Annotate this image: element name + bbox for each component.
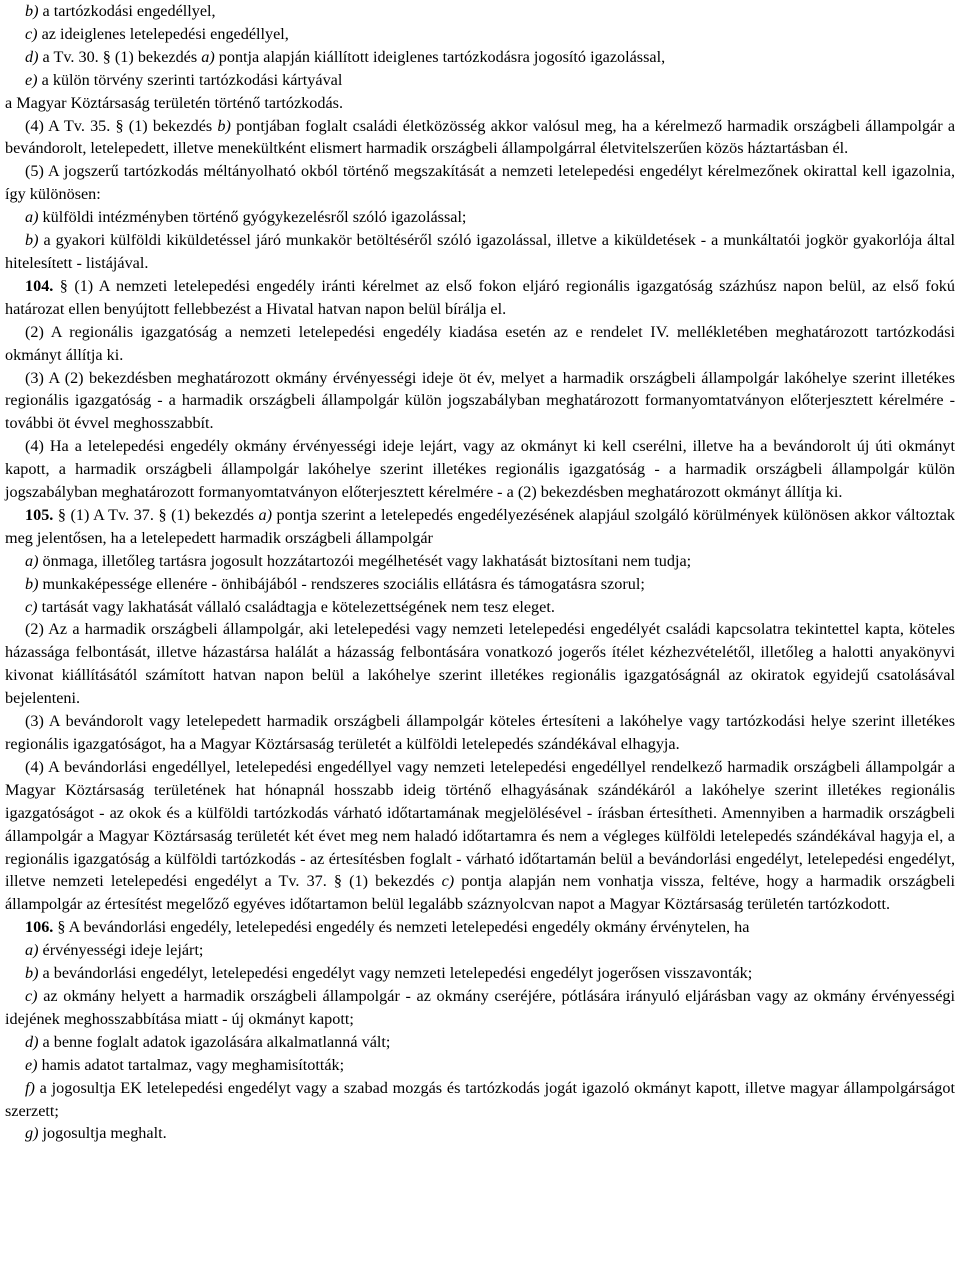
paragraph [5,916,955,939]
paragraph [5,92,955,115]
item-marker: e) [25,70,38,89]
paragraph [5,550,955,573]
item-marker: c) [25,597,38,616]
paragraph [5,229,955,275]
text-run: önmaga, illetőleg tartásra jogosult hozzátartozói megélhetését vagy lakhatását biztosítani nem tudja; [38,551,692,570]
item-marker: c) [25,986,38,1005]
text-run: (3) A bevándorolt vagy letelepedett harmadik országbeli állampolgár köteles értesíteni a lakóhelye vagy tartózkodási helye szerint illetékes regionális igazgatóságot, ha a Magyar Köztársaság területét a külföldi letelepedés szándékával elhagyja. [5,712,955,753]
text-run: § A bevándorlási engedély, letelepedési engedély és nemzeti letelepedési engedély okmány érvénytelen, ha [53,918,750,937]
item-marker: g) [25,1124,39,1143]
text-run: pontja szerint a letelepedés engedélyezésének alapjául szolgáló körülmények különösen akkor változtak meg jelentősen, ha a letelepedett harmadik országbeli állampolgár [5,505,955,547]
paragraph [5,435,955,504]
item-marker: d) [25,47,39,66]
section-number: 106. [25,918,54,937]
paragraph [5,573,955,596]
text-run: (4) A bevándorlási engedéllyel, letelepedési engedéllyel vagy nemzeti letelepedési engedéllyel rendelkező harmadik országbeli állampolgár a Magyar Köztársaság területének hat hónapnál hosszabb ideig történő elhagyásának szándékáról a lakóhelye szerint illetékes regionális igazgatóságot - az okok és a külföldi tartózkodás várható időtartamának megjelölésével - írásban értesítheti. Amennyiben a harmadik országbeli állampolgár a Magyar Köztársaság területét két évet meg nem haladó időtartamra és nem a végleges külföldi letelepedés szándékával hagyja el, a regionális igazgatóság a külföldi tartózkodás - az értesítésben foglalt - várható időtartamán belül a bevándorlási engedélyt, letelepedési engedélyt, illetve nemzeti letelepedési engedélyt a Tv. 37. § (1) bekezdés [5,757,955,891]
text-run: jogosultja meghalt. [38,1124,167,1143]
paragraph [5,504,955,550]
item-marker: b) [25,2,39,20]
paragraph [5,618,955,710]
text-run: az okmány helyett a harmadik országbeli állampolgár - az okmány cseréjére, pótlására irányuló eljárásban vagy az okmány érvényességi idejének meghosszabbítása miatt - új okmányt kapott; [5,986,955,1028]
item-marker: a) [258,505,272,524]
paragraph [5,596,955,619]
item-marker: a) [25,941,39,960]
paragraph [5,710,955,756]
paragraph [5,985,955,1031]
text-run: a gyakori külföldi kiküldetéssel járó munkakör betöltéséről szóló igazolással, illetve a kiküldetések - a munkáltatói jogkör gyakorlója által hitelesített - listájával. [5,231,955,272]
section-number: 104. [25,276,54,295]
text-run: külföldi intézményben történő gyógykezelésről szóló igazolással; [38,208,467,227]
paragraph [5,275,955,321]
text-run: § (1) A nemzeti letelepedési engedély iránti kérelmet az első fokon eljáró regionális igazgatóság százhúsz napon belül, az első fokú határozat ellen benyújtott fellebbezést a Hivatal hatvan napon belül bírálja el. [5,276,955,318]
item-marker: b) [25,964,39,983]
text-run: a benne foglalt adatok igazolására alkalmatlanná vált; [38,1032,391,1051]
paragraph [5,206,955,229]
text-run: hamis adatot tartalmaz, vagy meghamisították; [37,1055,345,1074]
text-run: (4) A Tv. 35. § (1) bekezdés [25,116,218,135]
item-marker: f) [25,1078,35,1097]
paragraph [5,367,955,436]
item-marker: c) [25,24,38,43]
text-run: (2) A regionális igazgatóság a nemzeti letelepedési engedély kiadása esetén az e rendelet IV. mellékletében meghatározott tartózkodási okmányt állítja ki. [5,322,955,364]
item-marker: b) [25,231,39,250]
paragraph [5,23,955,46]
item-marker: a) [25,208,39,227]
text-run: (4) Ha a letelepedési engedély okmány érvényességi ideje lejárt, vagy az okmányt ki kell cserélni, illetve ha a bevándorolt új úti okmányt kapott, a harmadik országbeli állampolgár lakóhelye szerint illetékes regionális igazgatóság - a harmadik országbeli állampolgár külön jogszabályban meghatározott formanyomtatványon előterjesztett kérelmére - a (2) bekezdésben meghatározott okmányt állítja ki. [5,437,955,502]
text-run: pontjában foglalt családi életközösség akkor valósul meg, ha a kérelmező harmadik országbeli állampolgár a bevándorolt, letelepedett, illetve menekültként elismert harmadik országbeli állampolgárral életvitelszerűen közös háztartásban él. [5,116,955,158]
item-marker: a) [25,551,39,570]
paragraph [5,962,955,985]
item-marker: b) [217,116,231,135]
text-run: a Tv. 30. § (1) bekezdés [38,47,202,66]
text-run: az ideiglenes letelepedési engedéllyel, [37,24,289,43]
text-run: (2) Az a harmadik országbeli állampolgár, aki letelepedési vagy nemzeti letelepedési engedélyét családi kapcsolatra tekintettel kapta, köteles házassága felbontását, illetve házastársa halálát a házasság felbontására vonatkozó jogerős ítélet kézhezvételétől, illetőleg a halotti anyakönyvi kivonat kiállításától számított hatvan napon belül a lakóhelye szerint illetékes regionális igazgatóságnál az okiratok egyidejű csatolásával bejelenteni. [5,620,955,708]
text-run: munkaképessége ellenére - önhibájából - rendszeres szociális ellátásra és támogatásra szorul; [38,574,645,593]
text-run: érvényességi ideje lejárt; [38,941,204,960]
paragraph [5,1054,955,1077]
text-run: § (1) A Tv. 37. § (1) bekezdés [53,505,259,524]
text-run: a Magyar Köztársaság területén történő tartózkodás. [5,93,344,112]
text-run: a jogosultja EK letelepedési engedélyt vagy a szabad mozgás és tartózkodás jogát igazoló okmányt kapott, illetve magyar állampolgárságot szerzett; [5,1078,955,1120]
section-number: 105. [25,505,54,524]
text-run: (3) A (2) bekezdésben meghatározott okmány érvényességi ideje öt év, melyet a harmadik országbeli állampolgár lakóhelye szerint illetékes regionális igazgatóság - a harmadik országbeli állampolgár külön jogszabályban meghatározott formanyomtatványon előterjesztett kérelmére - további öt évvel meghosszabbít. [5,368,955,433]
item-marker: e) [25,1055,38,1074]
paragraph [5,46,955,69]
item-marker: d) [25,1032,39,1051]
text-run: (5) A jogszerű tartózkodás méltányolható okból történő megszakítását a nemzeti letelepedési engedélyt kérelmezőnek okirattal kell igazolnia, így különösen: [5,162,955,204]
paragraph [5,1077,955,1123]
item-marker: c) [441,872,455,891]
text-run: tartását vagy lakhatását vállaló családtagja e kötelezettségének nem tesz eleget. [37,597,555,616]
paragraph [5,321,955,367]
paragraph [5,1122,955,1145]
item-marker: a) [201,47,215,66]
item-marker: b) [25,574,39,593]
paragraph [5,160,955,206]
paragraph [5,756,955,916]
text-run: pontja alapján kiállított ideiglenes tartózkodásra jogosító igazolással, [214,47,666,66]
text-run: a tartózkodási engedéllyel, [38,2,216,20]
paragraph [5,69,955,92]
paragraph [5,115,955,161]
text-run: a külön törvény szerinti tartózkodási kártyával [37,70,343,89]
text-run: a bevándorlási engedélyt, letelepedési engedélyt vagy nemzeti letelepedési engedélyt jogerősen visszavonták; [38,964,753,983]
paragraph [5,1031,955,1054]
paragraph [5,939,955,962]
text-run: pontja alapján nem vonhatja vissza, feltéve, hogy a harmadik országbeli állampolgár az értesítést megelőző egyéves időtartamon belül legalább száznyolcvan napot a Magyar Köztársaság területén tartózkodott. [5,872,955,914]
paragraph [5,0,955,23]
